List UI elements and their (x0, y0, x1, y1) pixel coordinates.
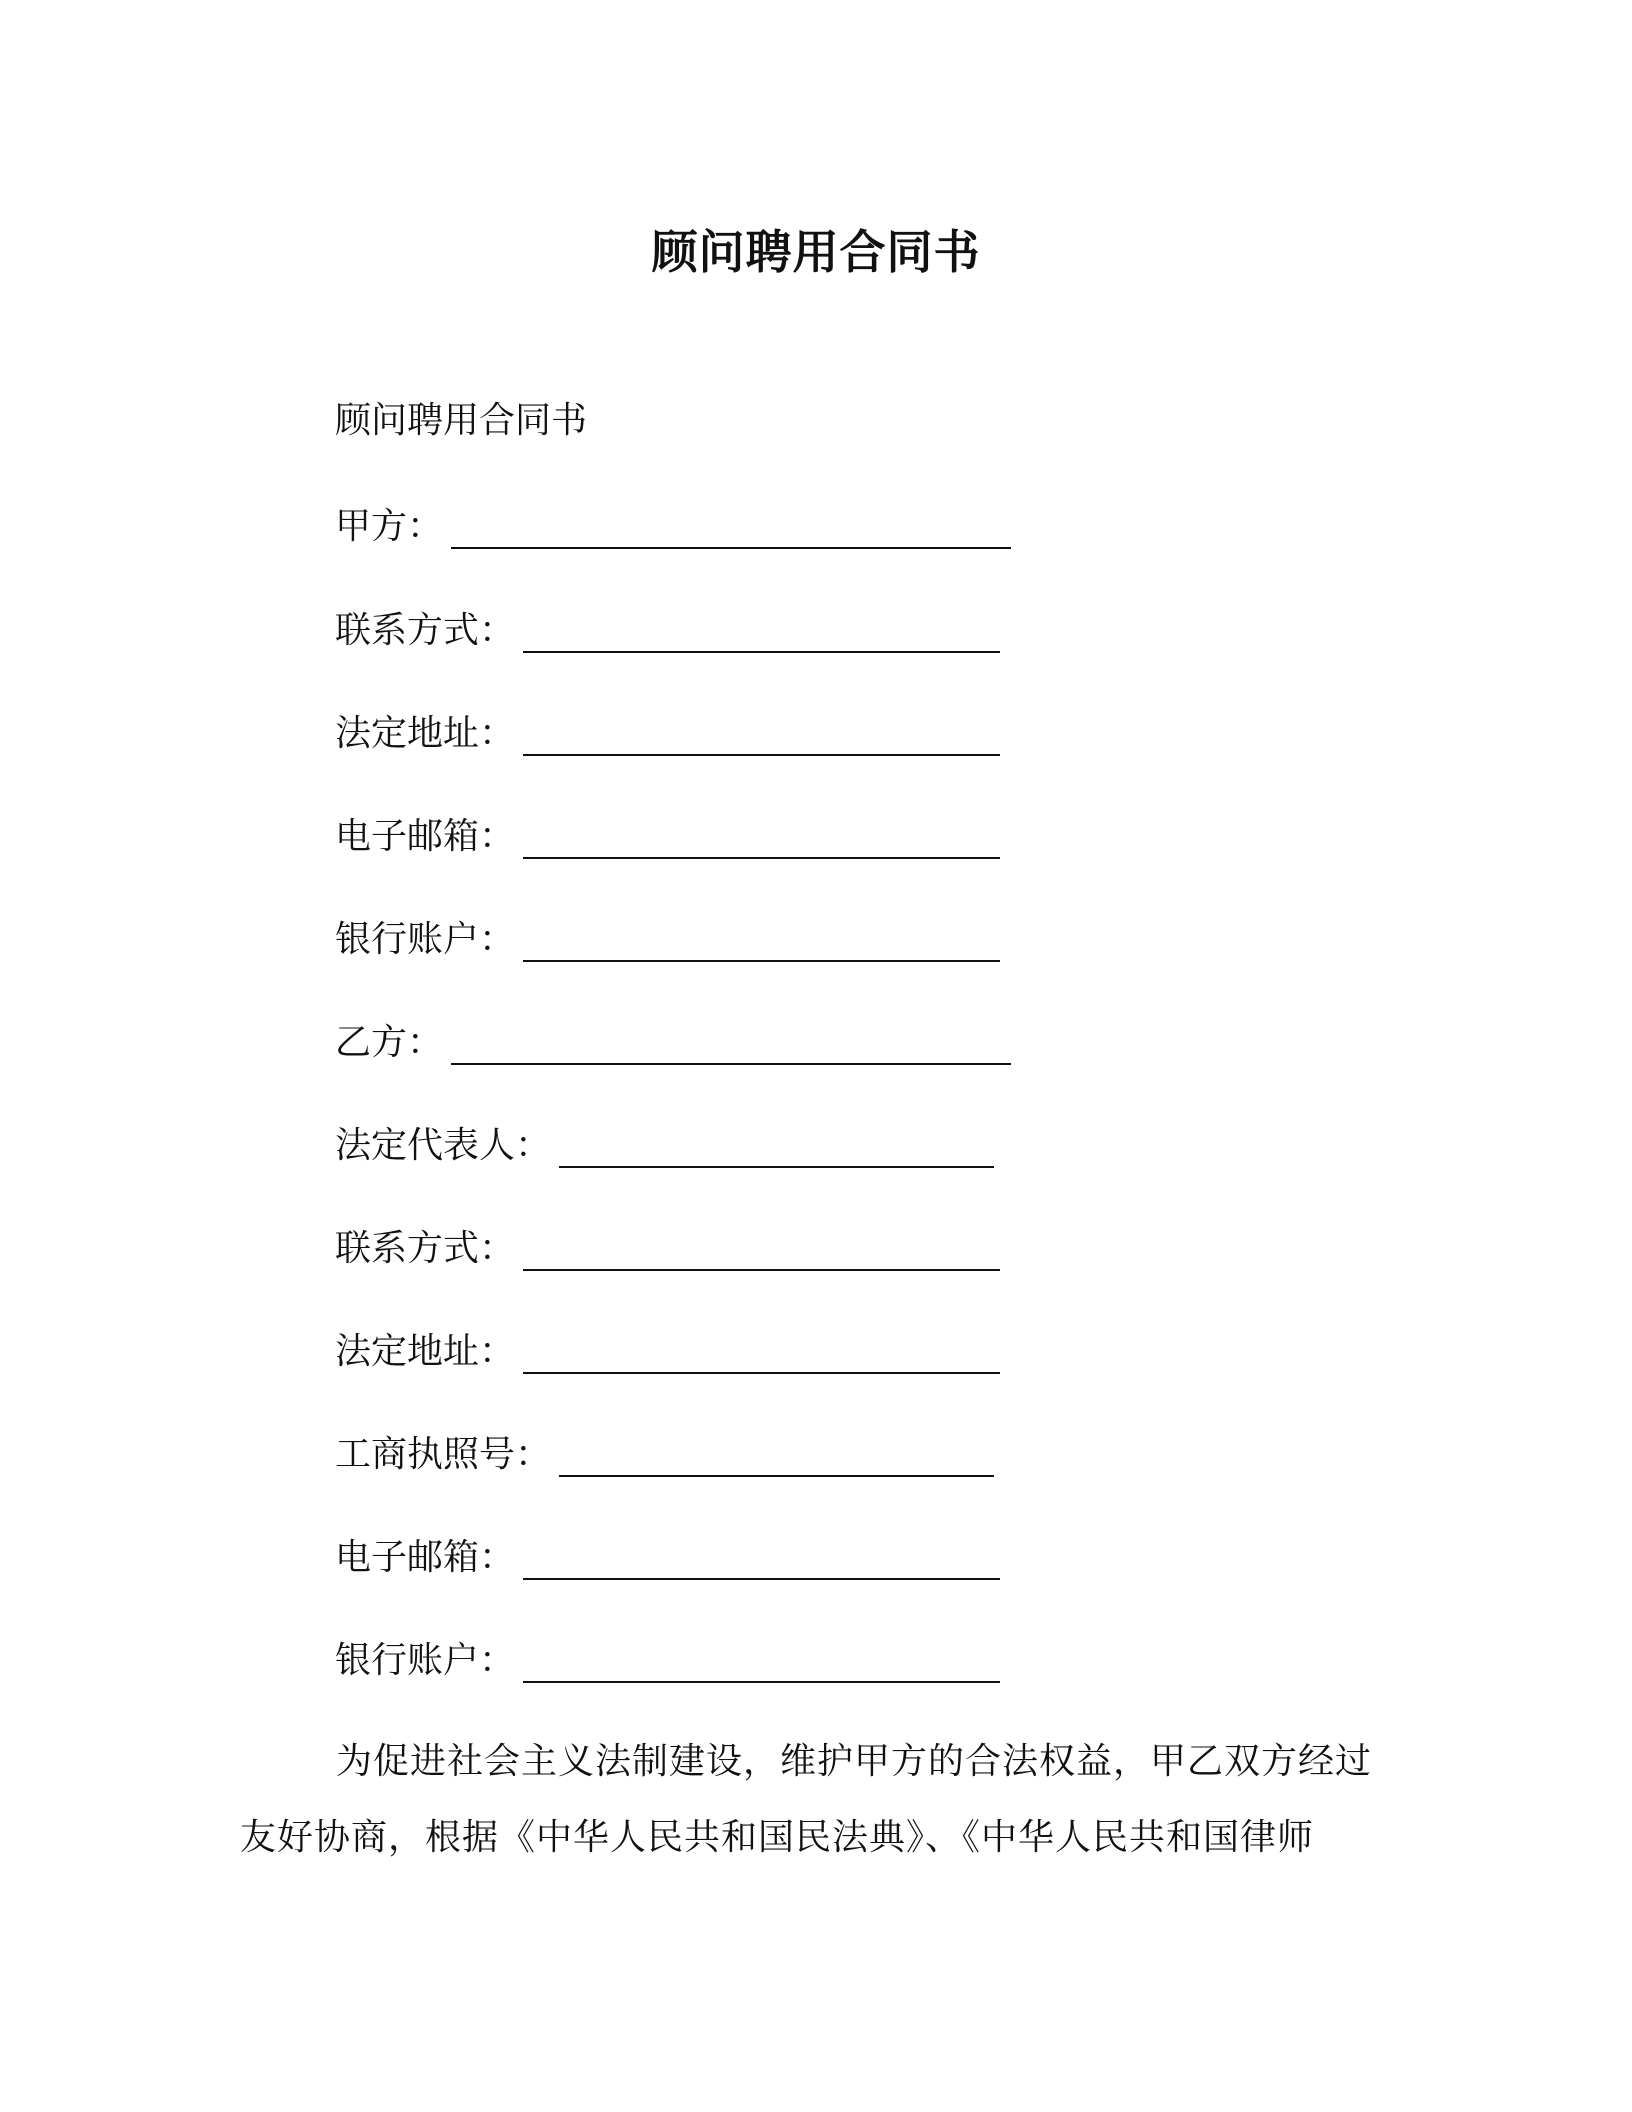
party-a-bank-label: 银行账户： (335, 919, 516, 960)
party-b-representative-field (335, 1121, 994, 1171)
party-a-contact-blank[interactable] (523, 613, 1000, 653)
party-b-bank-field (335, 1636, 1000, 1686)
party-b-name-label: 乙方： (335, 1022, 444, 1063)
page-title: 顾问聘用合同书 (651, 225, 981, 279)
party-b-license-blank[interactable] (559, 1437, 994, 1477)
party-a-email-blank[interactable] (523, 819, 1000, 859)
party-a-address-field (335, 709, 1000, 759)
party-a-name-field (335, 502, 1011, 552)
party-b-contact-blank[interactable] (523, 1231, 1000, 1271)
party-a-bank-blank[interactable] (523, 922, 1000, 962)
party-a-name-label: 甲方： (335, 506, 444, 547)
party-b-bank-label: 银行账户： (335, 1640, 516, 1681)
party-a-bank-field (335, 915, 1000, 965)
party-b-address-label: 法定地址： (335, 1331, 516, 1372)
party-b-name-blank[interactable] (451, 1025, 1011, 1065)
party-b-representative-label: 法定代表人： (335, 1125, 552, 1166)
party-b-email-blank[interactable] (523, 1540, 1000, 1580)
party-b-license-field (335, 1430, 994, 1480)
party-b-contact-label: 联系方式： (335, 1228, 516, 1269)
party-b-license-label: 工商执照号： (335, 1434, 552, 1475)
party-a-contact-field (335, 606, 1000, 656)
party-b-email-label: 电子邮箱： (335, 1537, 516, 1578)
party-a-address-label: 法定地址： (335, 713, 516, 754)
party-b-name-field (335, 1018, 1011, 1068)
party-b-email-field (335, 1533, 1000, 1583)
body-paragraph: 为促进社会主义法制建设，维护甲方的合法权益，甲乙双方经过友好协商，根据《中华人民共和国民法典》、《中华人民共和国律师 (240, 1741, 1373, 1858)
party-b-bank-blank[interactable] (523, 1643, 1000, 1683)
party-a-address-blank[interactable] (523, 716, 1000, 756)
party-a-name-blank[interactable] (451, 509, 1011, 549)
party-a-contact-label: 联系方式： (335, 610, 516, 651)
party-b-representative-blank[interactable] (559, 1128, 994, 1168)
party-b-contact-field (335, 1224, 1000, 1274)
party-a-email-label: 电子邮箱： (335, 816, 516, 857)
document-subtitle: 顾问聘用合同书 (335, 400, 588, 441)
party-b-address-field (335, 1327, 1000, 1377)
party-b-address-blank[interactable] (523, 1334, 1000, 1374)
party-a-email-field (335, 812, 1000, 862)
